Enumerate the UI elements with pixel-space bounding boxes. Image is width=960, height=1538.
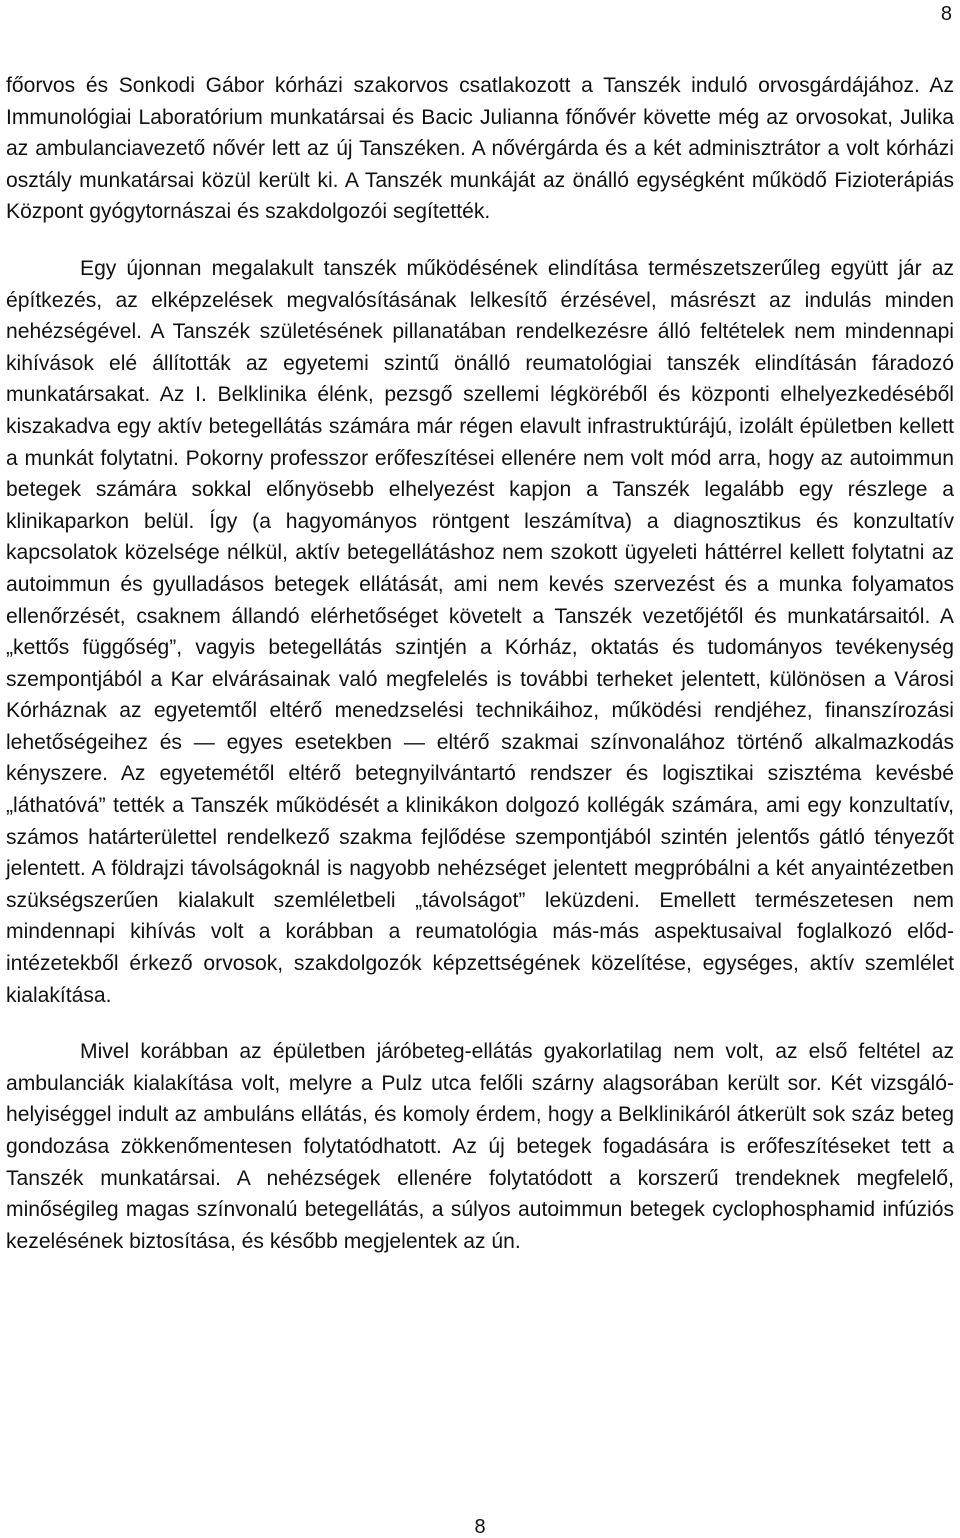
paragraph-3: Mivel korábban az épületben járóbeteg-ellátás gyakorlatilag nem volt, az első feltétel az ambulanciák kialakítása volt, melyre a Pulz utca felőli szárny alagsorában került sor. Két vizsgáló-helyiséggel indult az ambuláns ellátás, és komoly érdem, hogy a Belklinikáról átkerült sok száz beteg gondozása zökkenőmentesen folytatódhatott. Az új betegek fogadására is erőfeszítéseket tett a Tanszék munkatársai. A nehézségek ellenére folytatódott a korszerű trendeknek megfelelő, minőségileg magas színvonalú betegellátás, a súlyos autoimmun betegek cyclophosphamid infúziós kezelésének biztosítása, és később megjelentek az ún. bbox=[6, 1040, 954, 1253]
paragraph-2: Egy újonnan megalakult tanszék működésének elindítása természetszerűleg együtt jár az építkezés, az elképzelések megvalósításának lelkesítő érzésével, másrészt az indulás minden nehézségével. A Tanszék születésének pillanatában rendelkezésre álló feltételek nem mindennapi kihívások elé állították az egyetemi szintű önálló reumatológiai tanszék elindításán fáradozó munkatársakat. Az I. Belklinika élénk, pezsgő szellemi légköréből és központi elhelyezkedéséből kiszakadva egy aktív betegellátás számára már régen elavult infrastruktúrájú, izolált épületben kellett a munkát folytatni. Pokorny professzor erőfeszítései ellenére nem volt mód arra, hogy az autoimmun betegek számára sokkal előnyösebb elhelyezést kapjon a Tanszék legalább egy részlege a klinikaparkon belül. Így (a hagyományos röntgent leszámítva) a diagnosztikus és konzultatív kapcsolatok közelsége nélkül, aktív betegellátáshoz nem szokott ügyeleti háttérrel kellett folytatni az autoimmun és gyulladásos betegek ellátását, ami nem kevés szervezést és a munka folyamatos ellenőrzését, csaknem állandó elérhetőséget követelt a Tanszék vezetőjétől és munkatársaitól. A „kettős függőség”, vagyis betegellátás szintjén a Kórház, oktatás és tudományos tevékenység szempontjából a Kar elvárásainak való megfelelés is további terheket jelentett, különösen a Városi Kórháznak az egyetemtől eltérő menedzselési technikáihoz, működési rendjéhez, finanszírozási lehetőségeihez és — egyes esetekben — eltérő szakmai színvonalához történő alkalmazkodás kényszere. Az egyetemétől eltérő betegnyilvántartó rendszer és logisztikai szisztéma kevésbé „láthatóvá” tették a Tanszék működését a klinikákon dolgozó kollégák számára, ami egy konzultatív, számos határterülettel rendelkező szakma fejlődése szempontjából szintén jelentős gátló tényezőt jelentett. A földrajzi távolságoknál is nagyobb nehézséget jelentett megpróbálni a két anyaintézetben szükségszerűen kialakult szemléletbeli „távolságot” leküzdeni. Emellett természetesen nem mindennapi kihívás volt a korábban a reumatológia más-más aspektusaival foglalkozó előd-intézetekből érkező orvosok, szakdolgozók képzettségének közelítése, egységes, aktív szemlélet kialakítása. bbox=[6, 256, 954, 1007]
paragraph-1: főorvos és Sonkodi Gábor kórházi szakorvos csatlakozott a Tanszék induló orvosgárdájához. Az Immunológiai Laboratórium munkatársai és Bacic Julianna főnővér követte még az orvosokat, Julika az ambulanciavezető nővér lett az új Tanszéken. A nővérgárda és a két adminisztrátor a volt kórházi osztály munkatársai közül került ki. A Tanszék munkáját az önálló egységként működő Fizioterápiás Központ gyógytornászai és szakdolgozói segítették. bbox=[6, 74, 954, 224]
page-number-bottom: 8 bbox=[474, 1516, 486, 1538]
body-text bbox=[6, 70, 954, 1257]
page-number-top: 8 bbox=[940, 3, 952, 25]
